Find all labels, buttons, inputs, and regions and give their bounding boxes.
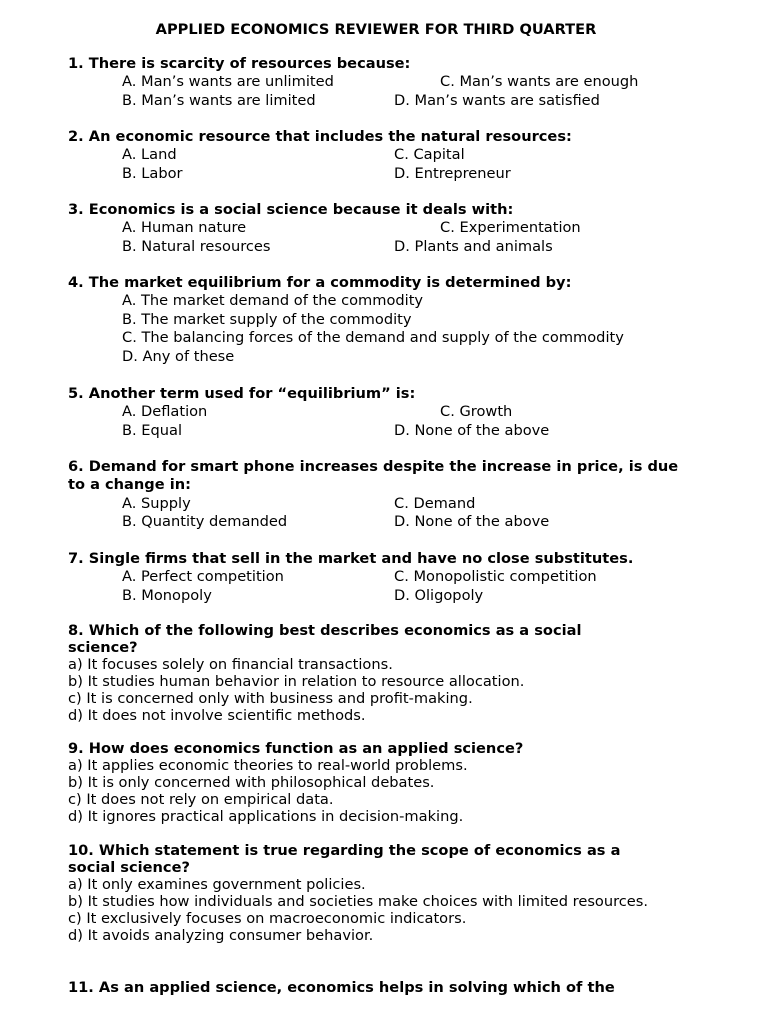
option-c: C. Monopolistic competition	[394, 568, 597, 586]
option-c: C. Man’s wants are enough	[440, 73, 639, 91]
option-b: B. Quantity demanded	[122, 513, 288, 531]
options-row	[68, 219, 708, 237]
option-d: D. Man’s wants are satisfied	[394, 91, 600, 109]
option-d: D. None of the above	[394, 421, 550, 439]
options-row	[68, 422, 708, 440]
question-3	[68, 201, 708, 256]
question-text: 2. An economic resource that includes the natural resources:	[68, 128, 572, 145]
question-10	[68, 842, 658, 944]
option-d: d) It avoids analyzing consumer behavior.	[68, 927, 374, 944]
options-row	[68, 587, 708, 605]
option-c: C. Growth	[440, 403, 513, 421]
options-row	[68, 238, 708, 256]
option-b: B. Labor	[122, 164, 183, 182]
option-b: B. Equal	[122, 421, 183, 439]
options-row	[68, 73, 708, 91]
options-row	[68, 92, 708, 110]
option-c: C. Experimentation	[440, 219, 581, 237]
question-5	[68, 385, 708, 440]
options-row	[68, 165, 708, 183]
question-2	[68, 128, 708, 183]
option-a: a) It applies economic theories to real-world problems.	[68, 757, 468, 774]
question-8	[68, 622, 638, 724]
question-9	[68, 740, 708, 825]
option-c: c) It does not rely on empirical data.	[68, 791, 334, 808]
option-c: C. Demand	[394, 494, 476, 512]
option-d: d) It ignores practical applications in decision-making.	[68, 808, 464, 825]
option-d: D. Any of these	[122, 347, 235, 365]
question-11	[68, 979, 708, 997]
option-c: C. Capital	[394, 146, 465, 164]
option-b: B. Man’s wants are limited	[122, 91, 316, 109]
question-text: 3. Economics is a social science because it deals with:	[68, 201, 514, 218]
question-6	[68, 458, 700, 532]
option-b: B. Monopoly	[122, 586, 212, 604]
question-text: 4. The market equilibrium for a commodity is determined by:	[68, 274, 572, 291]
page-title: APPLIED ECONOMICS REVIEWER FOR THIRD QUARTER	[155, 21, 597, 38]
question-text: 6. Demand for smart phone increases despite the increase in price, is due to a change in:	[68, 458, 679, 494]
question-text: 5. Another term used for “equilibrium” is:	[68, 385, 416, 402]
option-a: A. Land	[122, 146, 177, 164]
option-d: D. None of the above	[394, 513, 550, 531]
question-text: 1. There is scarcity of resources because:	[68, 55, 411, 72]
option-b: b) It studies how individuals and societies make choices with limited resources.	[68, 893, 649, 910]
option-d: d) It does not involve scientific methods.	[68, 707, 366, 724]
question-text: 9. How does economics function as an applied science?	[68, 740, 524, 757]
option-a: A. Perfect competition	[122, 568, 284, 586]
option-b: b) It is only concerned with philosophical debates.	[68, 774, 435, 791]
question-text: 10. Which statement is true regarding the scope of economics as a social science?	[68, 842, 621, 876]
option-c: C. The balancing forces of the demand and supply of the commodity	[122, 329, 624, 347]
option-d: D. Oligopoly	[394, 586, 484, 604]
option-a: A. Deflation	[122, 403, 208, 421]
question-7	[68, 550, 708, 605]
option-d: D. Entrepreneur	[394, 164, 511, 182]
question-1	[68, 55, 708, 110]
option-b: b) It studies human behavior in relation to resource allocation.	[68, 673, 525, 690]
question-text: 7. Single firms that sell in the market and have no close substitutes.	[68, 550, 634, 567]
option-b: B. Natural resources	[122, 237, 271, 255]
option-a: A. Human nature	[122, 219, 247, 237]
option-c: c) It is concerned only with business and profit-making.	[68, 690, 473, 707]
option-b: B. The market supply of the commodity	[122, 310, 412, 328]
options-row	[68, 495, 700, 513]
options-row	[68, 513, 700, 531]
option-a: a) It focuses solely on financial transactions.	[68, 656, 393, 673]
option-a: A. The market demand of the commodity	[122, 292, 424, 310]
option-a: A. Man’s wants are unlimited	[122, 73, 334, 91]
option-d: D. Plants and animals	[394, 237, 553, 255]
option-a: a) It only examines government policies.	[68, 876, 366, 893]
question-4	[68, 274, 708, 366]
options-row	[68, 568, 708, 586]
question-text: 8. Which of the following best describes economics as a social science?	[68, 622, 582, 656]
options-row	[68, 146, 708, 164]
option-c: c) It exclusively focuses on macroeconomic indicators.	[68, 910, 467, 927]
options-row	[68, 403, 708, 421]
question-text: 11. As an applied science, economics helps in solving which of the	[68, 979, 615, 996]
option-a: A. Supply	[122, 494, 191, 512]
